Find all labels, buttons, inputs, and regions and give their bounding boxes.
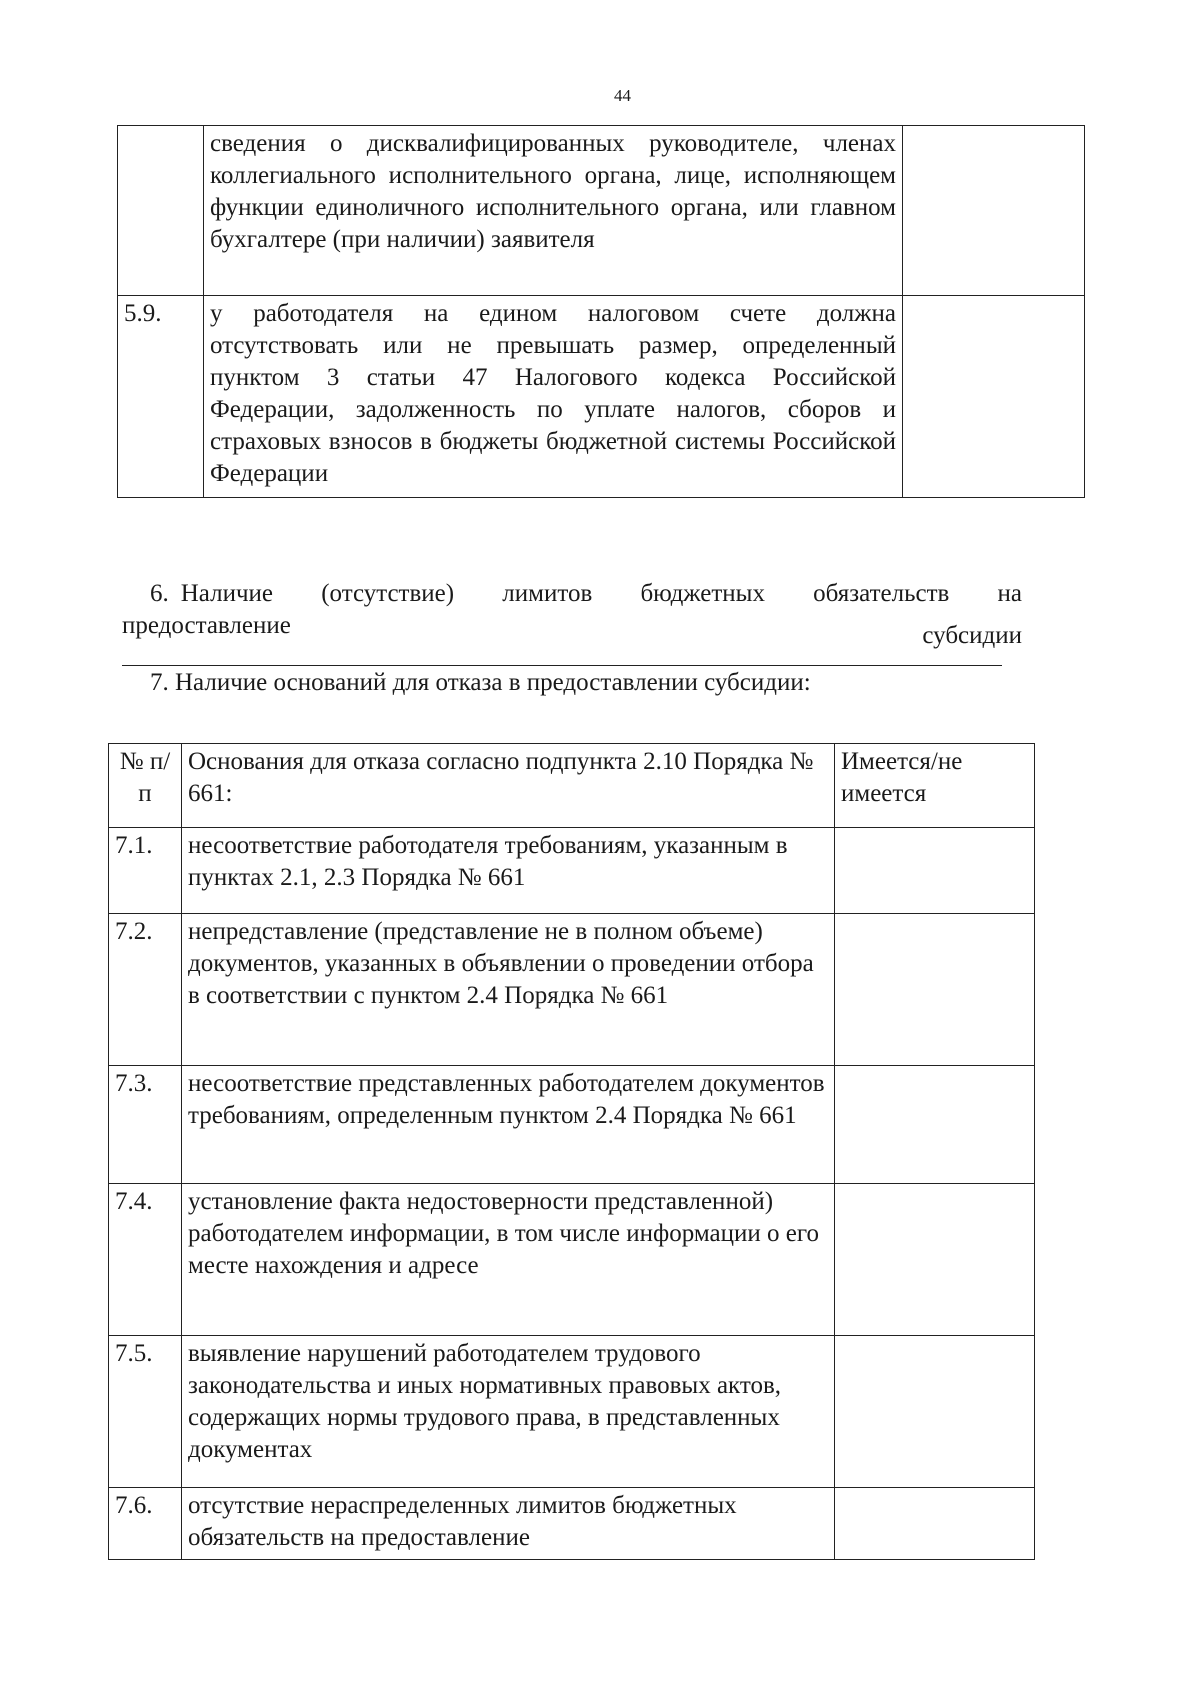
row-number: 7.2. bbox=[109, 914, 182, 1066]
row-status-cell bbox=[835, 828, 1035, 914]
header-status: Имеется/не имеется bbox=[835, 744, 1035, 828]
row-number: 5.9. bbox=[118, 296, 204, 498]
table-row bbox=[118, 296, 1085, 498]
section-6-paragraph bbox=[122, 578, 1022, 652]
row-number: 7.6. bbox=[109, 1488, 182, 1560]
criteria-table-continued bbox=[117, 125, 1085, 498]
section-6-text-line2-left: предоставление bbox=[122, 612, 291, 639]
row-status-cell bbox=[835, 1066, 1035, 1184]
table-row bbox=[109, 828, 1035, 914]
table-row bbox=[109, 1488, 1035, 1560]
row-number: 7.4. bbox=[109, 1184, 182, 1336]
row-status-cell bbox=[835, 914, 1035, 1066]
section-6-text-line1: Наличие (отсутствие) лимитов бюджетных обязательств на bbox=[180, 580, 1022, 607]
row-number: 7.3. bbox=[109, 1066, 182, 1184]
table-row bbox=[109, 1066, 1035, 1184]
header-number: № п/п bbox=[109, 744, 182, 828]
table-row bbox=[118, 126, 1085, 296]
table-row bbox=[109, 1336, 1035, 1488]
row-text: непредставление (представление не в полном объеме) документов, указанных в объявлении о проведении отбора в соответствии с пунктом 2.4 Порядка № 661 bbox=[182, 914, 835, 1066]
row-number: 7.5. bbox=[109, 1336, 182, 1488]
fill-in-line bbox=[122, 665, 1002, 666]
section-6-number: 6. bbox=[150, 580, 169, 607]
row-status-cell bbox=[835, 1488, 1035, 1560]
row-status-cell bbox=[903, 296, 1085, 498]
header-basis: Основания для отказа согласно подпункта 2.10 Порядка № 661: bbox=[182, 744, 835, 828]
row-text: у работодателя на едином налоговом счете должна отсутствовать или не превышать размер, определенный пунктом 3 статьи 47 Налогового кодекса Российской Федерации, задолженность по уплате налогов, сборов и страховых взносов в бюджеты бюджетной системы Российской Федерации bbox=[204, 296, 903, 498]
row-text: сведения о дисквалифицированных руководителе, членах коллегиального исполнительного органа, лице, исполняющем функции единоличного исполнительного органа, или главном бухгалтере (при наличии) заявителя bbox=[204, 126, 903, 296]
row-text: несоответствие работодателя требованиям, указанным в пунктах 2.1, 2.3 Порядка № 661 bbox=[182, 828, 835, 914]
row-number bbox=[118, 126, 204, 296]
row-status-cell bbox=[835, 1336, 1035, 1488]
refusal-grounds-table bbox=[108, 743, 1035, 1560]
section-7-title: 7. Наличие оснований для отказа в предоставлении субсидии: bbox=[150, 669, 811, 696]
row-text: установление факта недостоверности представленной) работодателем информации, в том числе информации о его месте нахождения и адресе bbox=[182, 1184, 835, 1336]
section-6-text-line2-right: субсидии bbox=[922, 622, 1022, 649]
row-number: 7.1. bbox=[109, 828, 182, 914]
table-row bbox=[109, 1184, 1035, 1336]
row-status-cell bbox=[903, 126, 1085, 296]
row-status-cell bbox=[835, 1184, 1035, 1336]
page-number: 44 bbox=[614, 86, 631, 105]
row-text: отсутствие нераспределенных лимитов бюджетных обязательств на предоставление bbox=[182, 1488, 835, 1560]
table-header-row bbox=[109, 744, 1035, 828]
row-text: выявление нарушений работодателем трудового законодательства и иных нормативных правовых актов, содержащих нормы трудового права, в представленных документах bbox=[182, 1336, 835, 1488]
row-text: несоответствие представленных работодателем документов требованиям, определенным пунктом 2.4 Порядка № 661 bbox=[182, 1066, 835, 1184]
table-row bbox=[109, 914, 1035, 1066]
